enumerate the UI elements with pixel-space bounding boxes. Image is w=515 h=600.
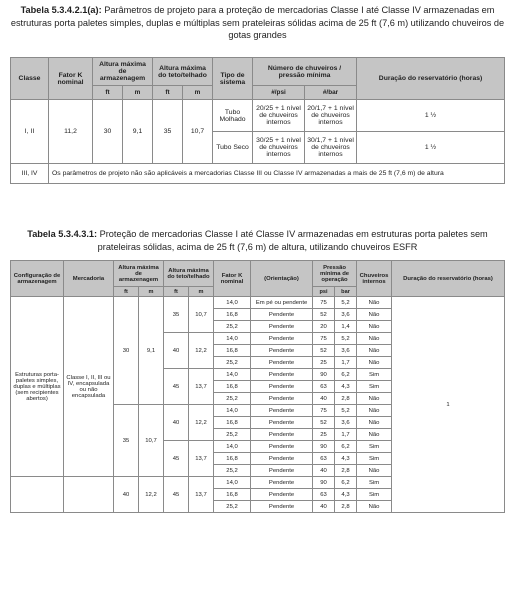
t1-cell-arm-ft: 30: [93, 100, 123, 164]
t2-cell-internos: Sim: [357, 369, 392, 381]
table2-caption: [6, 228, 509, 253]
t2-cell-internos: Não: [357, 465, 392, 477]
t2-cell-k: 14,0: [214, 297, 251, 309]
t2-cell-internos: Não: [357, 501, 392, 513]
t2-cell-bar: 6,2: [335, 369, 357, 381]
t2-cell-psi: 25: [313, 429, 335, 441]
t2-header-config: Configuração de armazenagem: [11, 261, 64, 297]
t2-cell-arm-ft: 35: [114, 405, 139, 477]
t2-cell-k: 25,2: [214, 357, 251, 369]
t2-cell-internos: Não: [357, 345, 392, 357]
t2-cell-k: 25,2: [214, 465, 251, 477]
t2-header-duracao: Duração do reservatório (horas): [392, 261, 505, 297]
table1-caption-id: Tabela 5.3.4.2.1(a):: [20, 5, 102, 15]
t2-cell-teto-ft: 45: [164, 477, 189, 513]
t2-cell-psi: 90: [313, 369, 335, 381]
t2-cell-k: 14,0: [214, 369, 251, 381]
t1-cell-tipo: Tubo Molhado: [213, 100, 253, 132]
t2-cell-orientacao: Pendente: [251, 417, 313, 429]
t2-cell-teto-m: 13,7: [189, 369, 214, 405]
t2-cell-config: Estruturas porta-paletes simples, duplas e múltiplas (sem recipientes abertos): [11, 297, 64, 477]
t2-cell-internos: Não: [357, 333, 392, 345]
t1-cell-tipo: Tubo Seco: [213, 132, 253, 164]
t2-cell-k: 25,2: [214, 393, 251, 405]
t2-cell-k: 16,8: [214, 309, 251, 321]
table1-caption: [6, 4, 509, 42]
t1-header-duracao: Duração do reservatório (horas): [357, 58, 505, 100]
t2-cell-teto-m: 12,2: [189, 405, 214, 441]
t2-cell-psi: 52: [313, 417, 335, 429]
t2-unit-bar: bar: [335, 287, 357, 297]
t2-cell-bar: 6,2: [335, 441, 357, 453]
t2-cell-bar: 4,3: [335, 453, 357, 465]
table2: [10, 260, 505, 513]
t2-cell-psi: 90: [313, 477, 335, 489]
t2-cell-arm-m: 12,2: [139, 477, 164, 513]
t2-cell-orientacao: Pendente: [251, 309, 313, 321]
t2-cell-teto-ft: 40: [164, 405, 189, 441]
t2-cell-bar: 3,6: [335, 417, 357, 429]
t2-cell-internos: Não: [357, 429, 392, 441]
t2-cell-bar: 2,8: [335, 501, 357, 513]
t2-unit-ft: ft: [164, 287, 189, 297]
t2-cell-psi: 40: [313, 465, 335, 477]
t1-cell-bar: 30/1,7 + 1 nível de chuveiros internos: [305, 132, 357, 164]
t2-cell-k: 25,2: [214, 501, 251, 513]
t2-cell-teto-ft: 45: [164, 441, 189, 477]
t2-cell-orientacao: Pendente: [251, 357, 313, 369]
t2-cell-psi: 63: [313, 381, 335, 393]
t1-cell-psi: 30/25 + 1 nível de chuveiros internos: [253, 132, 305, 164]
t2-cell-bar: 2,8: [335, 393, 357, 405]
t2-cell-orientacao: Pendente: [251, 405, 313, 417]
t1-unit-m: m: [123, 86, 153, 100]
t2-cell-psi: 40: [313, 501, 335, 513]
t2-cell-psi: 52: [313, 345, 335, 357]
t2-cell-orientacao: Pendente: [251, 393, 313, 405]
t2-header-fator-k: Fator K nominal: [214, 261, 251, 297]
t1-cell-classe: I, II: [11, 100, 49, 164]
table1: [10, 57, 505, 184]
t2-cell-psi: 25: [313, 357, 335, 369]
t2-cell-psi: 75: [313, 297, 335, 309]
t2-header-mercadoria: Mercadoria: [64, 261, 114, 297]
t2-header-altura-teto: Altura máxima do teto/telhado: [164, 261, 214, 287]
t2-cell-bar: 6,2: [335, 477, 357, 489]
t2-cell-internos: Não: [357, 357, 392, 369]
t1-header-altura-armazenagem: Altura máxima de armazenagem: [93, 58, 153, 86]
t1-cell-duracao: 1 ½: [357, 100, 505, 132]
t2-cell-k: 14,0: [214, 477, 251, 489]
table-row: [11, 164, 505, 184]
t2-cell-orientacao: Pendente: [251, 489, 313, 501]
t2-cell-arm-ft: 40: [114, 477, 139, 513]
t2-cell-teto-ft: 40: [164, 333, 189, 369]
t1-cell-psi: 20/25 + 1 nível de chuveiros internos: [253, 100, 305, 132]
t2-cell-internos: Sim: [357, 489, 392, 501]
table2-caption-id: Tabela 5.3.4.3.1:: [27, 229, 98, 239]
t2-cell-psi: 63: [313, 489, 335, 501]
t2-cell-internos: Não: [357, 309, 392, 321]
t2-cell-mercadoria-empty: [64, 477, 114, 513]
t2-header-pressao: Pressão mínima de operação: [313, 261, 357, 287]
t1-unit-psi: #/psi: [253, 86, 305, 100]
t2-cell-orientacao: Pendente: [251, 441, 313, 453]
t2-cell-arm-ft: 30: [114, 297, 139, 405]
t1-cell-classe-note: III, IV: [11, 164, 49, 184]
t1-header-classe: Classe: [11, 58, 49, 100]
table-row: [11, 297, 505, 309]
t2-cell-k: 14,0: [214, 441, 251, 453]
t2-cell-orientacao: Pendente: [251, 477, 313, 489]
t1-unit-bar: #/bar: [305, 86, 357, 100]
t2-cell-psi: 75: [313, 405, 335, 417]
t2-cell-psi: 75: [313, 333, 335, 345]
t2-cell-bar: 1,4: [335, 321, 357, 333]
t2-cell-k: 25,2: [214, 321, 251, 333]
t2-cell-orientacao: Pendente: [251, 333, 313, 345]
t1-unit-m: m: [183, 86, 213, 100]
t2-cell-orientacao: Pendente: [251, 381, 313, 393]
t1-cell-bar: 20/1,7 + 1 nível de chuveiros internos: [305, 100, 357, 132]
t2-cell-internos: Não: [357, 417, 392, 429]
t2-cell-k: 16,8: [214, 453, 251, 465]
t1-unit-ft: ft: [153, 86, 183, 100]
t2-cell-orientacao: Pendente: [251, 321, 313, 333]
t2-cell-k: 14,0: [214, 333, 251, 345]
t2-cell-psi: 20: [313, 321, 335, 333]
t2-cell-arm-m: 9,1: [139, 297, 164, 405]
t2-cell-teto-ft: 35: [164, 297, 189, 333]
t2-cell-config-empty: [11, 477, 64, 513]
t2-cell-orientacao: Pendente: [251, 429, 313, 441]
t2-cell-internos: Sim: [357, 477, 392, 489]
t2-cell-bar: 3,6: [335, 309, 357, 321]
t2-cell-internos: Sim: [357, 381, 392, 393]
table2-caption-text: Proteção de mercadorias Classe I até Classe IV armazenadas em estruturas porta paletes sem prateleiras sólidas, acima de 25 ft (7,6 m) de altura, utilizando chuveiros ESFR: [97, 229, 488, 252]
t2-cell-internos: Não: [357, 405, 392, 417]
t2-cell-psi: 90: [313, 441, 335, 453]
t2-cell-orientacao: Pendente: [251, 465, 313, 477]
t2-cell-orientacao: Pendente: [251, 345, 313, 357]
t1-unit-ft: ft: [93, 86, 123, 100]
t2-cell-bar: 1,7: [335, 429, 357, 441]
t1-cell-note: Os parâmetros de projeto não são aplicáveis a mercadorias Classe III ou Classe IV armazenadas a mais de 25 ft (7,6 m) de altura: [49, 164, 505, 184]
t2-cell-internos: Sim: [357, 441, 392, 453]
t2-cell-bar: 4,3: [335, 381, 357, 393]
t1-header-altura-teto: Altura máxima do teto/telhado: [153, 58, 213, 86]
t1-cell-teto-m: 10,7: [183, 100, 213, 164]
t2-header-internos: Chuveiros internos: [357, 261, 392, 297]
t2-cell-bar: 1,7: [335, 357, 357, 369]
t2-cell-orientacao: Pendente: [251, 501, 313, 513]
t2-cell-bar: 3,6: [335, 345, 357, 357]
t2-cell-psi: 63: [313, 453, 335, 465]
t2-header-orientacao: (Orientação): [251, 261, 313, 297]
t2-cell-mercadoria: Classe I, II, III ou IV, encapsulada ou não encapsulada: [64, 297, 114, 477]
table-row: [11, 100, 505, 132]
t1-cell-k: 11,2: [49, 100, 93, 164]
t2-cell-duracao: 1: [392, 297, 505, 513]
t2-cell-k: 16,8: [214, 489, 251, 501]
t2-unit-psi: psi: [313, 287, 335, 297]
t2-cell-k: 14,0: [214, 405, 251, 417]
t1-header-tipo-sistema: Tipo de sistema: [213, 58, 253, 100]
t2-unit-m: m: [189, 287, 214, 297]
t2-unit-ft: ft: [114, 287, 139, 297]
t2-header-altura-armazenagem: Altura máxima de armazenagem: [114, 261, 164, 287]
t2-cell-k: 16,8: [214, 381, 251, 393]
t2-cell-internos: Não: [357, 393, 392, 405]
t2-cell-orientacao: Em pé ou pendente: [251, 297, 313, 309]
t2-cell-psi: 40: [313, 393, 335, 405]
t2-cell-teto-ft: 45: [164, 369, 189, 405]
t1-cell-duracao: 1 ½: [357, 132, 505, 164]
t2-cell-k: 16,8: [214, 417, 251, 429]
t2-cell-teto-m: 12,2: [189, 333, 214, 369]
t2-cell-k: 16,8: [214, 345, 251, 357]
t2-cell-orientacao: Pendente: [251, 369, 313, 381]
t2-cell-arm-m: 10,7: [139, 405, 164, 477]
t2-cell-bar: 5,2: [335, 333, 357, 345]
t2-cell-psi: 52: [313, 309, 335, 321]
t2-cell-bar: 4,3: [335, 489, 357, 501]
t1-header-fator-k: Fator K nominal: [49, 58, 93, 100]
t2-unit-m: m: [139, 287, 164, 297]
t2-cell-teto-m: 10,7: [189, 297, 214, 333]
t1-cell-arm-m: 9,1: [123, 100, 153, 164]
t1-header-chuveiros: Número de chuveiros / pressão mínima: [253, 58, 357, 86]
t2-cell-internos: Não: [357, 297, 392, 309]
t1-cell-teto-ft: 35: [153, 100, 183, 164]
t2-cell-k: 25,2: [214, 429, 251, 441]
t2-cell-bar: 5,2: [335, 297, 357, 309]
table1-caption-text: Parâmetros de projeto para a proteção de mercadorias Classe I até Classe IV armazenadas em estruturas porta paletes simples, duplas e múltiplas sem prateleiras sólidas acima de 25 ft (7,6 m) utilizando chuveiros de gotas grandes: [10, 5, 505, 40]
t2-cell-bar: 2,8: [335, 465, 357, 477]
t2-cell-orientacao: Pendente: [251, 453, 313, 465]
t2-cell-teto-m: 13,7: [189, 441, 214, 477]
t2-cell-internos: Não: [357, 321, 392, 333]
t2-cell-bar: 5,2: [335, 405, 357, 417]
t2-cell-internos: Sim: [357, 453, 392, 465]
t2-cell-teto-m: 13,7: [189, 477, 214, 513]
